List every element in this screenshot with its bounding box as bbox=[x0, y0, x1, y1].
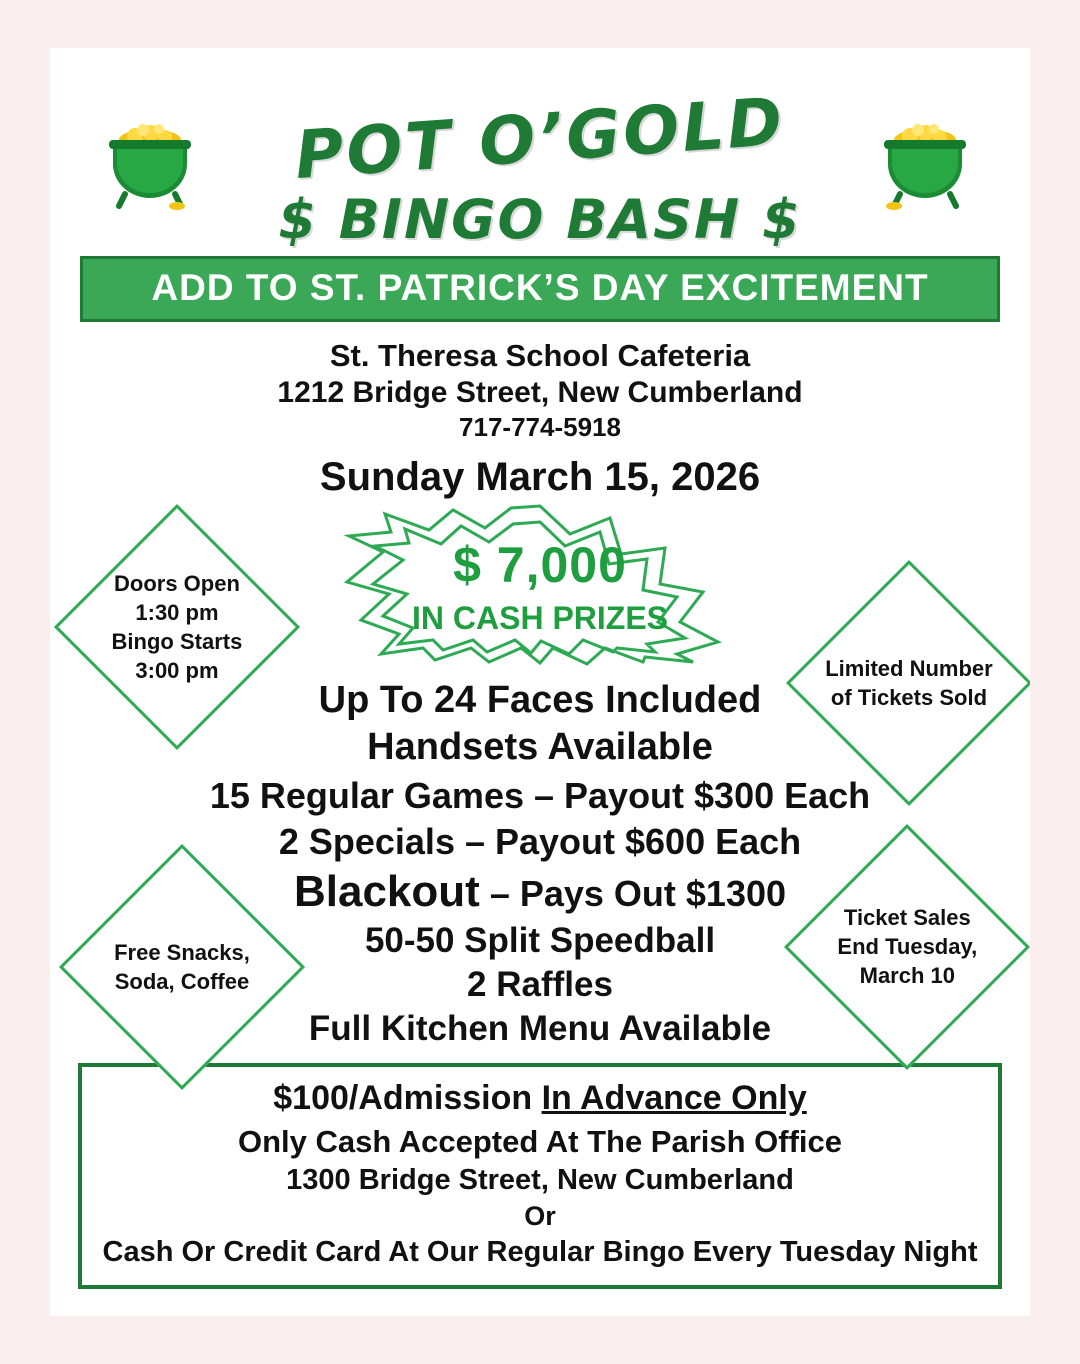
venue-block bbox=[50, 338, 1030, 443]
banner-headline: ADD TO ST. PATRICK’S DAY EXCITEMENT bbox=[80, 256, 1000, 322]
prize-label: IN CASH PRIZES bbox=[411, 600, 669, 636]
callout-line: Free Snacks, bbox=[114, 939, 250, 965]
callout-line: End Tuesday, bbox=[837, 934, 977, 960]
admission-box bbox=[78, 1063, 1002, 1289]
detail-speedball: 50-50 Split Speedball bbox=[364, 921, 716, 960]
detail-raffles: 2 Raffles bbox=[467, 965, 613, 1004]
callout-line: March 10 bbox=[859, 963, 955, 989]
callout-line: Limited Number bbox=[825, 655, 993, 681]
event-date: Sunday March 15, 2026 bbox=[319, 455, 761, 499]
callout-line: Ticket Sales bbox=[843, 905, 971, 931]
detail-faces: Up To 24 Faces Included bbox=[318, 679, 762, 721]
detail-regular-games: 15 Regular Games – Payout $300 Each bbox=[209, 775, 871, 816]
admission-price-line bbox=[92, 1079, 988, 1118]
callout-line: Soda, Coffee bbox=[114, 969, 250, 994]
detail-kitchen: Full Kitchen Menu Available bbox=[308, 1009, 772, 1048]
title-area bbox=[50, 48, 1030, 251]
prize-amount: $ 7,000 bbox=[453, 537, 627, 593]
starburst bbox=[325, 502, 755, 667]
flyer-title: POT O’GOLD bbox=[292, 82, 788, 195]
detail-blackout-rest: – Pays Out $1300 bbox=[479, 873, 787, 914]
callout-line: 3:00 pm bbox=[135, 658, 219, 684]
callout-line: Doors Open bbox=[114, 570, 240, 596]
callout-line: of Tickets Sold bbox=[830, 685, 988, 710]
callout-line: 1:30 pm bbox=[135, 599, 219, 625]
venue-address: 1212 Bridge Street, New Cumberland bbox=[277, 376, 803, 409]
flyer-subtitle: $ BINGO BASH $ bbox=[278, 188, 802, 251]
detail-specials: 2 Specials – Payout $600 Each bbox=[278, 821, 802, 862]
admission-credit-note: Cash Or Credit Card At Our Regular Bingo Every Tuesday Night bbox=[102, 1236, 978, 1268]
venue-name: St. Theresa School Cafeteria bbox=[329, 338, 751, 373]
admission-price: $100/Admission bbox=[273, 1079, 542, 1117]
flyer-page bbox=[50, 48, 1030, 1316]
venue-phone: 717-774-5918 bbox=[459, 412, 621, 442]
parish-office-address: 1300 Bridge Street, New Cumberland bbox=[286, 1164, 794, 1196]
admission-or: Or bbox=[524, 1201, 556, 1231]
detail-blackout-word: Blackout bbox=[293, 867, 480, 916]
detail-handsets: Handsets Available bbox=[367, 726, 713, 768]
admission-advance-only: In Advance Only bbox=[541, 1079, 807, 1117]
admission-cash-note: Only Cash Accepted At The Parish Office bbox=[237, 1124, 843, 1159]
callout-line: Bingo Starts bbox=[111, 629, 243, 654]
